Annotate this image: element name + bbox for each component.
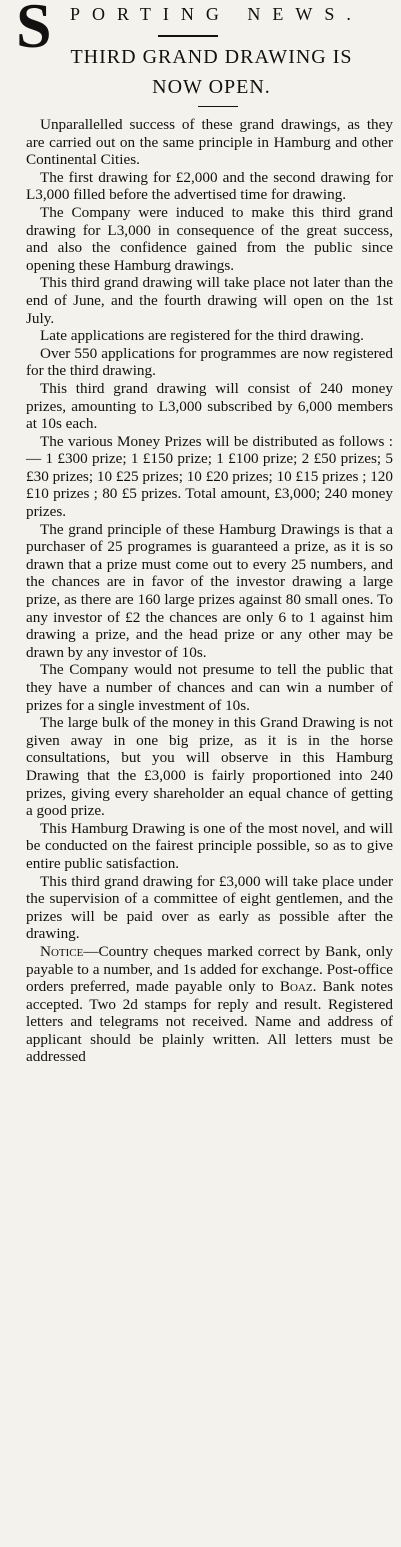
paragraph: The various Money Prizes will be distributed as follows :— 1 £300 prize; 1 £150 prize; 1 £100 prize; 2 £50 prizes; 5 £30 prizes; 10 £25 prizes; 10 £20 prizes; 10 £15 prizes ; 120 £10 prizes ; 80 £5 prizes. Total amount, £3,000; 240 money prizes.	[26, 432, 393, 521]
paragraph: The grand principle of these Hamburg Drawings is that a purchaser of 25 programes is guaranteed a prize, as it is so drawn that a prize must come out to every 25 numbers, and the chances are in favor of the investor drawing a large prize, as there are 160 large prizes against 80 small ones. To any investor of £2 the chances are only 6 to 1 against him drawing a prize, and the head prize or any other may be drawn by any investor of 10s.	[26, 520, 393, 661]
notice-label: Notice	[40, 942, 84, 960]
paragraph: This third grand drawing for £3,000 will take place under the supervision of a committee of eight gentlemen, and the prizes will be paid over as early as possible after the drawing.	[26, 872, 393, 943]
paragraph: The Company were induced to make this third grand drawing for L3,000 in consequence of the great success, and also the confidence gained from the public since opening these Hamburg drawings.	[26, 203, 393, 274]
paragraph: Unparallelled success of these grand drawings, as they are carried out on the same principle in Hamburg and other Continental Cities.	[26, 116, 393, 169]
paragraph: The first drawing for £2,000 and the second drawing for L3,000 filled before the advertised time for drawing.	[26, 168, 393, 204]
short-rule	[158, 35, 218, 37]
article-body	[8, 116, 395, 1066]
paragraph: The large bulk of the money in this Grand Drawing is not given away in one big prize, as it is in the horse consultations, but you will observe in this Hamburg Drawing that the £3,000 is fairly proportioned into 240 prizes, giving every shareholder an equal chance of getting a good prize.	[26, 714, 393, 820]
headline-line-2: NOW OPEN.	[152, 76, 271, 98]
headline-rule-wrap	[8, 104, 395, 116]
paragraph: The Company would not presume to tell the public that they have a number of chances and can win a number of prizes for a single investment of 10s.	[26, 661, 393, 714]
headline	[8, 42, 395, 102]
paragraph: Late applications are registered for the third drawing.	[40, 327, 364, 345]
notice-text: —Country cheques marked correct by Bank, only payable to a number, and 1s added for exchange. Post-office orders preferred, made payable only to	[26, 942, 393, 996]
notice-name: Boaz	[279, 978, 313, 996]
section-title: PORTING NEWS.	[70, 4, 363, 24]
headline-rule	[198, 106, 238, 107]
headline-line-1: THIRD GRAND DRAWING IS	[70, 46, 353, 68]
dropcap-letter: S	[16, 0, 52, 61]
notice-text-2: . Bank notes accepted. Two 2d stamps for reply and result. Registered letters and telegrams not received. Name and address of applicant should be plainly written. All letters must be addressed	[26, 978, 393, 1066]
paragraph: This third grand drawing will consist of 240 money prizes, amounting to L3,000 subscribed by 6,000 members at 10s each.	[26, 379, 393, 433]
paragraph: This third grand drawing will take place not later than the end of June, and the fourth drawing will open on the 1st July.	[26, 274, 393, 327]
paragraph: This Hamburg Drawing is one of the most novel, and will be conducted on the fairest principle possible, so as to give entire public satisfaction.	[26, 819, 393, 872]
notice-paragraph	[26, 943, 393, 1066]
paragraph: Over 550 applications for programmes are now registered for the third drawing.	[26, 344, 393, 380]
